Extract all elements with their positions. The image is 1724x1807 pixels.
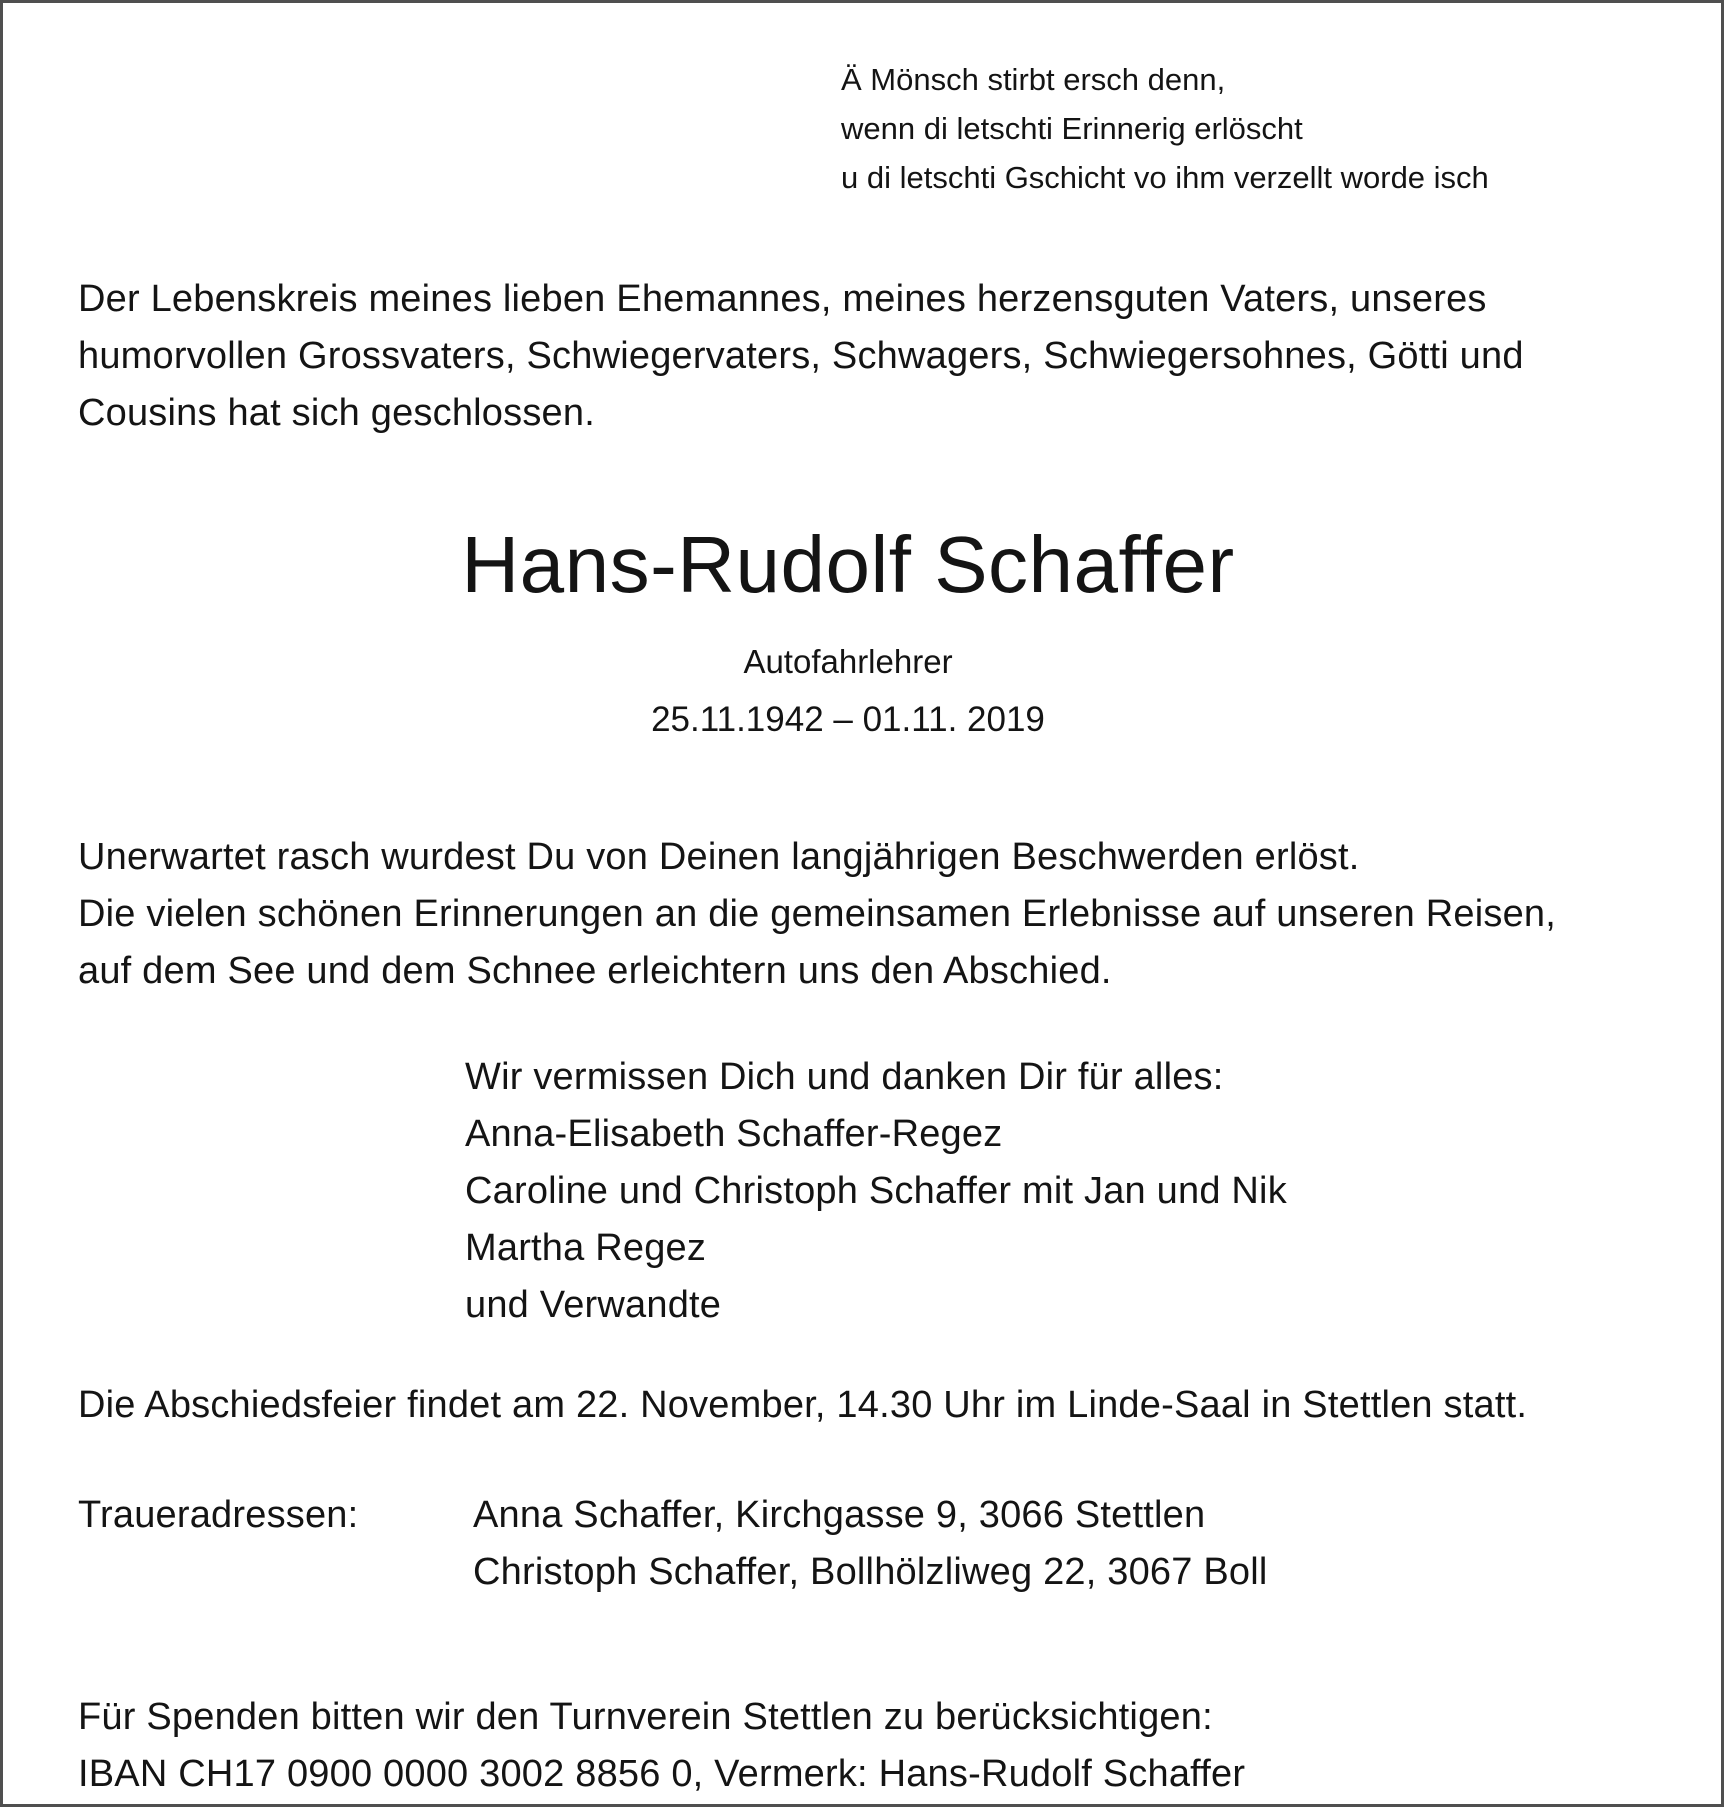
farewell-line: Die vielen schönen Erinnerungen an die gemeinsamen Erlebnisse auf unseren Reisen,	[78, 893, 1556, 935]
intro-line: humorvollen Grossvaters, Schwiegervaters, Schwagers, Schwiegersohnes, Götti und	[78, 335, 1524, 377]
farewell-line: auf dem See und dem Schnee erleichtern uns den Abschied.	[78, 950, 1112, 992]
mourning-address: Anna Schaffer, Kirchgasse 9, 3066 Stettlen	[473, 1494, 1206, 1536]
mourners-list	[465, 1049, 1287, 1334]
memorial-quote	[841, 55, 1489, 202]
mourning-addresses-label: Traueradressen:	[78, 1494, 359, 1536]
donation-line: Für Spenden bitten wir den Turnverein Stettlen zu berücksichtigen:	[78, 1696, 1213, 1738]
deceased-profession: Autofahrlehrer	[743, 643, 953, 680]
quote-line: wenn di letschti Erinnerig erlöscht	[841, 111, 1303, 146]
mourner-line: Anna-Elisabeth Schaffer-Regez	[465, 1113, 1003, 1155]
deceased-name: Hans-Rudolf Schaffer	[461, 520, 1235, 609]
iban-line: IBAN CH17 0900 0000 3002 8856 0, Vermerk: Hans-Rudolf Schaffer	[78, 1753, 1246, 1795]
intro-line: Der Lebenskreis meines lieben Ehemannes, meines herzensguten Vaters, unseres	[78, 278, 1487, 320]
donation-info	[78, 1689, 1245, 1803]
mourning-address: Christoph Schaffer, Bollhölzliweg 22, 3067 Boll	[473, 1551, 1268, 1593]
farewell-paragraph	[78, 829, 1556, 1000]
intro-paragraph	[78, 271, 1524, 442]
mourner-line: und Verwandte	[465, 1284, 722, 1326]
ceremony-info: Die Abschiedsfeier findet am 22. November, 14.30 Uhr im Linde-Saal in Stettlen statt.	[78, 1384, 1528, 1426]
farewell-line: Unerwartet rasch wurdest Du von Deinen langjährigen Beschwerden erlöst.	[78, 836, 1360, 878]
quote-line: Ä Mönsch stirbt ersch denn,	[841, 62, 1226, 97]
mourners-intro-line: Wir vermissen Dich und danken Dir für alles:	[465, 1056, 1224, 1098]
mourner-line: Martha Regez	[465, 1227, 707, 1269]
quote-line: u di letschti Gschicht vo ihm verzellt worde isch	[841, 160, 1489, 195]
mourning-addresses	[473, 1487, 1268, 1601]
intro-line: Cousins hat sich geschlossen.	[78, 392, 595, 434]
deceased-dates: 25.11.1942 – 01.11. 2019	[651, 700, 1045, 739]
mourner-line: Caroline und Christoph Schaffer mit Jan und Nik	[465, 1170, 1287, 1212]
